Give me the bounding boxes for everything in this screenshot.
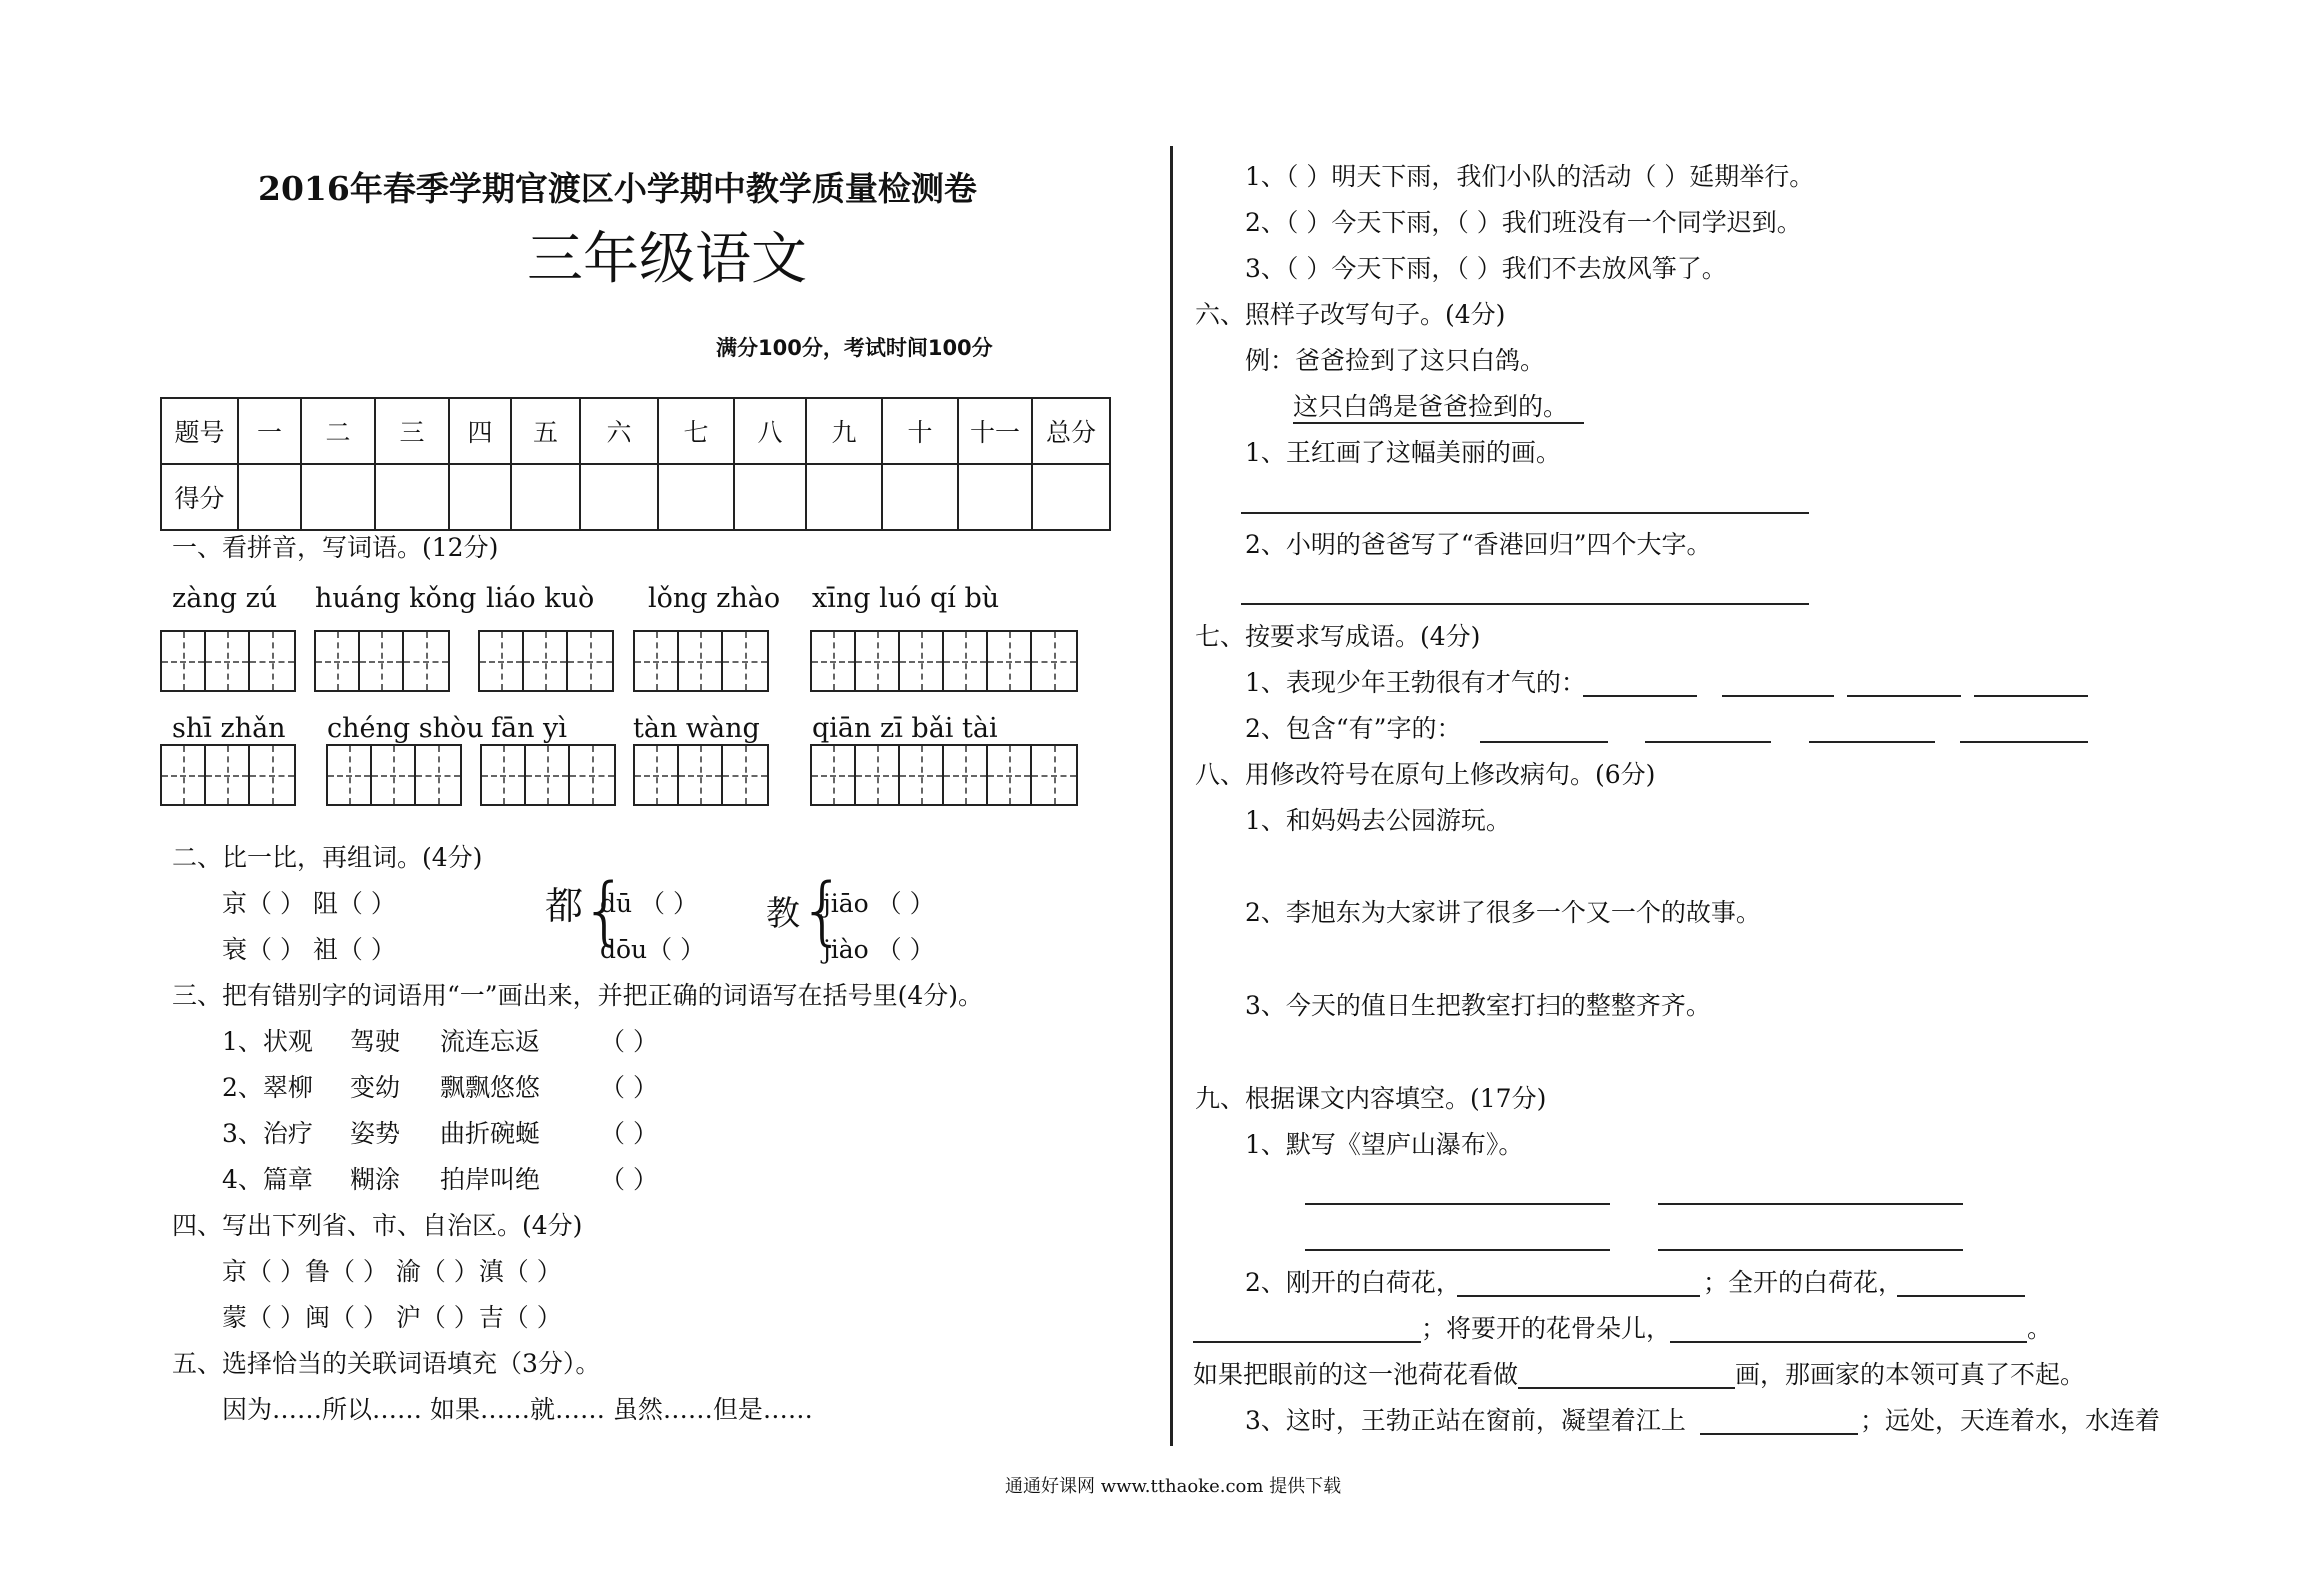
brace-icon: { xyxy=(581,868,629,954)
score-cell[interactable] xyxy=(806,464,882,530)
score-table-header-row xyxy=(161,398,1110,464)
table-cell: 五 xyxy=(511,398,580,464)
answer-line[interactable] xyxy=(1670,1341,2027,1343)
writing-grid[interactable] xyxy=(810,744,1078,806)
answer-line[interactable] xyxy=(1305,1203,1610,1205)
answer-bracket[interactable]: （ ） xyxy=(600,1073,658,1102)
brace-icon: { xyxy=(799,868,847,954)
section-5-heading: 五、选择恰当的关联词语填充（3分）。 xyxy=(172,1349,601,1378)
question-item: 驾驶 xyxy=(350,1027,401,1056)
example-sentence: 例：爸爸捡到了这只白鸽。 xyxy=(1245,346,1546,375)
pinyin-label: chéng shòu xyxy=(327,713,484,744)
column-divider xyxy=(1170,146,1173,1446)
answer-line[interactable] xyxy=(1518,1387,1735,1389)
question-item: 如果把眼前的这一池荷花看做 xyxy=(1193,1360,1519,1389)
writing-grid[interactable] xyxy=(633,744,769,806)
score-cell[interactable] xyxy=(511,464,580,530)
question-item: 1、（ ）明天下雨，我们小队的活动（ ）延期举行。 xyxy=(1245,162,1815,191)
question-item: 蒙（ ）闽（ ） 沪（ ）吉（ ） xyxy=(222,1303,562,1332)
exam-subtitle: 三年级语文 xyxy=(527,227,807,292)
score-cell[interactable] xyxy=(580,464,658,530)
question-item: 京（ ）鲁（ ） 渝（ ）滇（ ） xyxy=(222,1257,562,1286)
section-3-heading: 三、把有错别字的词语用“一”画出来，并把正确的词语写在括号里(4分)。 xyxy=(172,981,983,1010)
score-table-score-row xyxy=(161,464,1110,530)
table-cell: 六 xyxy=(580,398,658,464)
table-cell: 一 xyxy=(238,398,301,464)
question-item: 曲折碗蜒 xyxy=(440,1119,541,1148)
score-cell[interactable] xyxy=(375,464,449,530)
question-item: 1、和妈妈去公园游玩。 xyxy=(1245,806,1511,835)
section-7-heading: 七、按要求写成语。(4分) xyxy=(1195,622,1481,651)
question-item: 流连忘返 xyxy=(440,1027,541,1056)
answer-line[interactable] xyxy=(1700,1433,1858,1435)
score-table xyxy=(160,397,1111,531)
writing-grid[interactable] xyxy=(480,744,616,806)
writing-grid[interactable] xyxy=(810,630,1078,692)
question-item: 1、状观 xyxy=(222,1027,313,1056)
table-cell: 十一 xyxy=(958,398,1032,464)
answer-bracket[interactable]: （ ） xyxy=(600,1165,658,1194)
polyphone-char: 教 xyxy=(766,894,800,934)
polyphone-line: dū （ ） xyxy=(600,889,698,918)
answer-line[interactable] xyxy=(1658,1203,1963,1205)
compare-line: 京（ ） 阻（ ） xyxy=(222,889,396,918)
answer-line[interactable] xyxy=(1960,741,2088,743)
question-item: 1、王红画了这幅美丽的画。 xyxy=(1245,438,1561,467)
writing-grid[interactable] xyxy=(314,630,450,692)
answer-bracket[interactable]: （ ） xyxy=(600,1027,658,1056)
exam-note: 满分100分，考试时间100分 xyxy=(716,336,993,360)
question-item: 3、治疗 xyxy=(222,1119,313,1148)
question-item: 1、默写《望庐山瀑布》。 xyxy=(1245,1130,1524,1159)
answer-line[interactable] xyxy=(1847,695,1961,697)
question-item: 3、今天的值日生把教室打扫的整整齐齐。 xyxy=(1245,991,1711,1020)
question-item: 2、刚开的白荷花， xyxy=(1245,1268,1461,1297)
writing-grid[interactable] xyxy=(160,630,296,692)
score-cell[interactable] xyxy=(882,464,958,530)
score-cell[interactable] xyxy=(958,464,1032,530)
question-item: ；全开的白荷花， xyxy=(1703,1268,1904,1297)
page-footer: 通通好课网 www.tthaoke.com 提供下载 xyxy=(1005,1476,1342,1497)
answer-line[interactable] xyxy=(1974,695,2088,697)
score-cell[interactable] xyxy=(301,464,375,530)
table-cell: 九 xyxy=(806,398,882,464)
compare-line: 衰（ ） 祖（ ） xyxy=(222,935,396,964)
table-cell: 四 xyxy=(449,398,511,464)
answer-line[interactable] xyxy=(1457,1295,1700,1297)
table-cell: 七 xyxy=(658,398,734,464)
question-item: ；将要开的花骨朵儿， xyxy=(1421,1314,1672,1343)
question-item: 2、李旭东为大家讲了很多一个又一个的故事。 xyxy=(1245,898,1761,927)
question-item: 3、这时，王勃正站在窗前，凝望着江上 xyxy=(1245,1406,1686,1435)
question-item: 变幼 xyxy=(350,1073,401,1102)
question-item: 姿势 xyxy=(350,1119,401,1148)
answer-line[interactable] xyxy=(1722,695,1834,697)
pinyin-label: zàng zú xyxy=(172,583,278,614)
section-8-heading: 八、用修改符号在原句上修改病句。(6分) xyxy=(1195,760,1656,789)
pinyin-label: liáo kuò xyxy=(486,583,595,614)
answer-bracket[interactable]: （ ） xyxy=(600,1119,658,1148)
answer-line[interactable] xyxy=(1193,1341,1421,1343)
table-cell: 得分 xyxy=(161,464,238,530)
table-cell: 八 xyxy=(734,398,806,464)
section-1-heading: 一、看拼音，写词语。(12分) xyxy=(172,533,499,562)
pinyin-label: huáng kǒng xyxy=(315,583,477,614)
table-cell: 二 xyxy=(301,398,375,464)
pinyin-label: shī zhǎn xyxy=(172,713,286,744)
section-6-heading: 六、照样子改写句子。(4分) xyxy=(1195,300,1506,329)
table-cell: 十 xyxy=(882,398,958,464)
score-cell[interactable] xyxy=(1032,464,1110,530)
answer-line[interactable] xyxy=(1809,741,1935,743)
section-9-heading: 九、根据课文内容填空。(17分) xyxy=(1195,1084,1547,1113)
table-cell: 总分 xyxy=(1032,398,1110,464)
pinyin-label: fān yì xyxy=(491,713,567,744)
writing-grid[interactable] xyxy=(160,744,296,806)
question-item: 飘飘悠悠 xyxy=(440,1073,541,1102)
question-item: 2、小明的爸爸写了“香港回归”四个大字。 xyxy=(1245,530,1712,559)
table-cell: 三 xyxy=(375,398,449,464)
answer-line[interactable] xyxy=(1480,741,1608,743)
score-cell[interactable] xyxy=(658,464,734,530)
question-item: ；远处，天连着水，水连着 xyxy=(1860,1406,2161,1435)
writing-grid[interactable] xyxy=(326,744,462,806)
polyphone-line: jiào （ ） xyxy=(823,935,935,964)
pinyin-label: qiān zī bǎi tài xyxy=(812,713,998,744)
table-cell: 题号 xyxy=(161,398,238,464)
answer-line[interactable] xyxy=(1241,512,1809,514)
question-item: 糊涂 xyxy=(350,1165,401,1194)
pinyin-label: tàn wàng xyxy=(633,713,760,744)
section-4-heading: 四、写出下列省、市、自治区。(4分) xyxy=(172,1211,583,1240)
answer-line[interactable] xyxy=(1897,1295,2025,1297)
polyphone-line: dōu（ ） xyxy=(600,935,706,964)
score-cell[interactable] xyxy=(449,464,511,530)
example-answer: 这只白鸽是爸爸捡到的。 xyxy=(1293,392,1584,424)
exam-title: 2016年春季学期官渡区小学期中教学质量检测卷 xyxy=(258,169,977,208)
question-item: 画，那画家的本领可真了不起。 xyxy=(1735,1360,2086,1389)
question-item: 3、（ ）今天下雨，（ ）我们不去放风筝了。 xyxy=(1245,254,1727,283)
answer-line[interactable] xyxy=(1658,1249,1963,1251)
question-item: 。 xyxy=(2027,1314,2053,1343)
question-item: 拍岸叫绝 xyxy=(440,1165,541,1194)
pinyin-label: xīng luó qí bù xyxy=(812,583,1000,614)
polyphone-line: jiāo （ ） xyxy=(823,889,935,918)
pinyin-label: lǒng zhào xyxy=(648,583,781,614)
question-item: 2、包含“有”字的： xyxy=(1245,714,1462,743)
section-2-heading: 二、比一比，再组词。(4分) xyxy=(172,843,483,872)
conjunction-options: 因为……所以…… 如果……就…… 虽然……但是…… xyxy=(222,1395,813,1424)
answer-line[interactable] xyxy=(1645,741,1771,743)
writing-grid[interactable] xyxy=(633,630,769,692)
score-cell[interactable] xyxy=(734,464,806,530)
answer-line[interactable] xyxy=(1583,695,1697,697)
question-item: 1、表现少年王勃很有才气的： xyxy=(1245,668,1586,697)
answer-line[interactable] xyxy=(1241,603,1809,605)
question-item: 2、翠柳 xyxy=(222,1073,313,1102)
polyphone-char: 都 xyxy=(545,884,584,928)
answer-line[interactable] xyxy=(1305,1249,1610,1251)
writing-grid[interactable] xyxy=(478,630,614,692)
question-item: 4、篇章 xyxy=(222,1165,313,1194)
score-cell[interactable] xyxy=(238,464,301,530)
question-item: 2、（ ）今天下雨，（ ）我们班没有一个同学迟到。 xyxy=(1245,208,1802,237)
